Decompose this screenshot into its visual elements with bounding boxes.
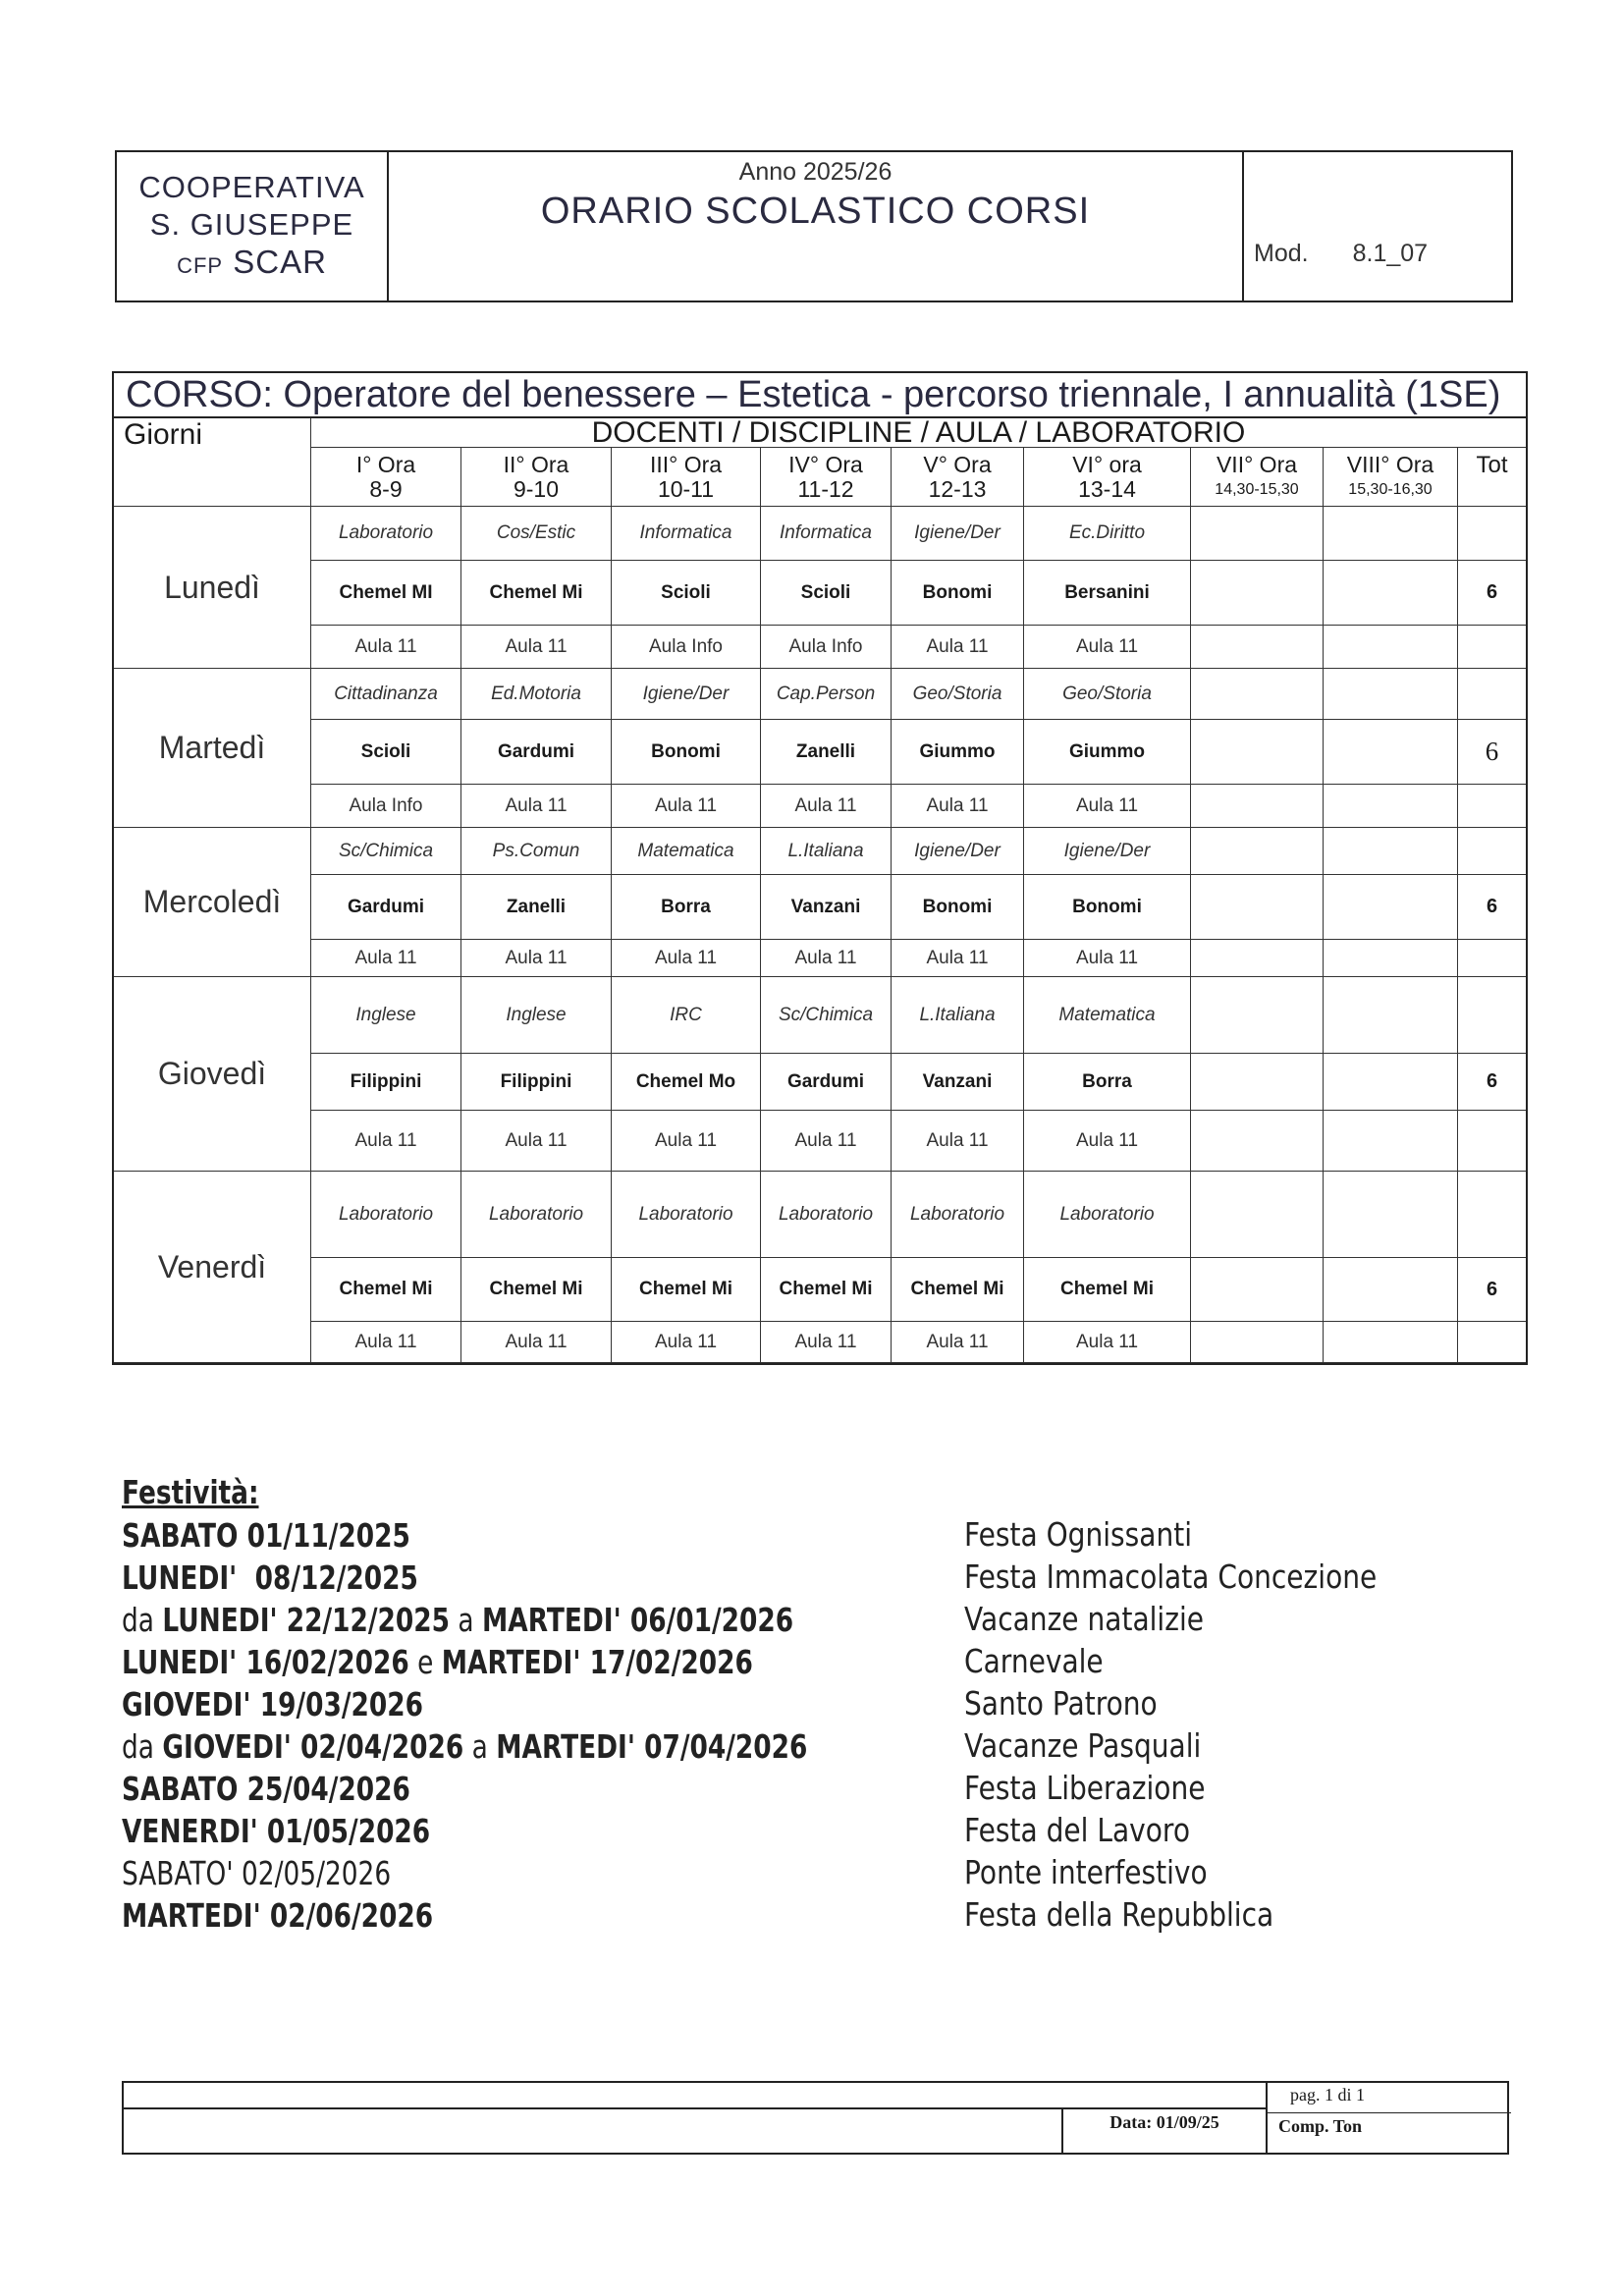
room-cell: Aula Info: [612, 626, 761, 669]
school-year: Anno 2025/26: [738, 158, 893, 186]
subject-cell: Laboratorio: [892, 1172, 1024, 1258]
course-title: [114, 373, 1526, 418]
subject-cell: Laboratorio: [311, 507, 461, 561]
holiday-description: Festa della Repubblica: [964, 1895, 1274, 1934]
teacher-cell: Chemel Mi: [892, 1258, 1024, 1322]
org-cfp: CFP: [177, 252, 224, 278]
holiday-date-part: LUNEDI' 08/12/2025: [122, 1558, 418, 1597]
subject-cell: Ps.Comun: [461, 828, 612, 875]
room-cell: Aula 11: [612, 1111, 761, 1172]
holiday-description: Ponte interfestivo: [964, 1853, 1208, 1891]
subject-cell: Ec.Diritto: [1024, 507, 1191, 561]
footer-divider: [1061, 2107, 1063, 2154]
room-cell: Aula 11: [892, 626, 1024, 669]
organization-block: [117, 152, 389, 301]
empty-cell: [1191, 828, 1324, 875]
teacher-cell: Filippini: [311, 1054, 461, 1111]
subject-cell: Matematica: [1024, 977, 1191, 1054]
org-line-2: S. GIUSEPPE: [149, 206, 354, 242]
subject-cell: Igiene/Der: [892, 507, 1024, 561]
subject-cell: Cos/Estic: [461, 507, 612, 561]
empty-cell: [1324, 1054, 1458, 1111]
day-name: Giovedì: [114, 977, 311, 1172]
teacher-cell: Chemel Mi: [461, 1258, 612, 1322]
room-cell: Aula 11: [1024, 1111, 1191, 1172]
teacher-cell: Gardumi: [761, 1054, 892, 1111]
subject-cell: Matematica: [612, 828, 761, 875]
subject-cell: Laboratorio: [612, 1172, 761, 1258]
hour-time: 8-9: [369, 475, 403, 502]
teacher-cell: Bersanini: [1024, 561, 1191, 626]
teacher-cell: Chemel MI: [311, 561, 461, 626]
hour-time: 15,30-16,30: [1348, 480, 1433, 498]
holiday-date-part: LUNEDI' 16/02/2026: [122, 1643, 409, 1681]
schedule-table: [112, 371, 1528, 1365]
teacher-cell: Vanzani: [892, 1054, 1024, 1111]
empty-cell: [1191, 720, 1324, 785]
hour-header: [1024, 448, 1191, 507]
holiday-date: [122, 1725, 807, 1768]
empty-cell: [1191, 875, 1324, 940]
teacher-cell: Vanzani: [761, 875, 892, 940]
day-name: Lunedì: [114, 507, 311, 669]
hour-header: [1191, 448, 1324, 507]
holidays-title: Festività:: [122, 1473, 259, 1511]
day-name: Venerdì: [114, 1172, 311, 1363]
schedule-grid: [114, 418, 1526, 1363]
hour-time: 9-10: [513, 475, 560, 502]
hour-label: III° Ora: [649, 451, 723, 477]
empty-cell: [1324, 626, 1458, 669]
subject-cell: Igiene/Der: [1024, 828, 1191, 875]
empty-cell: [1458, 626, 1526, 669]
hour-label: VII° Ora: [1216, 451, 1298, 477]
teacher-cell: Chemel Mi: [1024, 1258, 1191, 1322]
hour-header: [461, 448, 612, 507]
room-cell: Aula 11: [311, 626, 461, 669]
subject-cell: Laboratorio: [1024, 1172, 1191, 1258]
teacher-cell: Giummo: [892, 720, 1024, 785]
hour-header: [612, 448, 761, 507]
hour-time: 14,30-15,30: [1215, 480, 1299, 498]
teacher-cell: Bonomi: [612, 720, 761, 785]
course-label: CORSO:: [126, 374, 273, 415]
teacher-cell: Borra: [612, 875, 761, 940]
footer-date: Data: 01/09/25: [1109, 2112, 1219, 2132]
room-cell: Aula 11: [892, 940, 1024, 977]
empty-cell: [1324, 1111, 1458, 1172]
tot-value: 6: [1458, 875, 1526, 940]
empty-cell: [1191, 1258, 1324, 1322]
mod-label: Mod.: [1254, 240, 1309, 267]
tot-value: 6: [1458, 1054, 1526, 1111]
subject-cell: Laboratorio: [311, 1172, 461, 1258]
holiday-date-part: GIOVEDI' 02/04/2026: [162, 1727, 464, 1766]
teacher-cell: Bonomi: [1024, 875, 1191, 940]
teacher-cell: Chemel Mi: [612, 1258, 761, 1322]
holidays-dates: [122, 1473, 979, 1937]
teacher-cell: Chemel Mi: [461, 561, 612, 626]
room-cell: Aula 11: [612, 940, 761, 977]
holiday-date-part: GIOVEDI' 19/03/2026: [122, 1685, 423, 1723]
empty-cell: [1458, 785, 1526, 828]
empty-cell: [1458, 1111, 1526, 1172]
hour-time: 12-13: [928, 475, 987, 502]
empty-cell: [1458, 669, 1526, 720]
teacher-cell: Zanelli: [461, 875, 612, 940]
teacher-cell: Gardumi: [311, 875, 461, 940]
room-cell: Aula 11: [612, 1322, 761, 1363]
holiday-date-part: a: [450, 1601, 482, 1639]
hour-label: VI° ora: [1072, 451, 1142, 477]
room-cell: Aula 11: [1024, 785, 1191, 828]
empty-cell: [1458, 828, 1526, 875]
holiday-date-part: da: [122, 1727, 163, 1766]
holiday-date-part: da: [122, 1601, 163, 1639]
holidays-descriptions: [964, 1513, 1449, 1936]
hour-label: VIII° Ora: [1346, 451, 1434, 477]
room-cell: Aula Info: [311, 785, 461, 828]
room-cell: Aula 11: [761, 1322, 892, 1363]
empty-cell: [1458, 507, 1526, 561]
page-footer: [122, 2081, 1509, 2155]
holiday-date-part: MARTEDI' 07/04/2026: [496, 1727, 808, 1766]
subject-cell: Inglese: [311, 977, 461, 1054]
empty-cell: [1324, 1322, 1458, 1363]
empty-cell: [1324, 828, 1458, 875]
teacher-cell: Filippini: [461, 1054, 612, 1111]
empty-cell: [1324, 561, 1458, 626]
footer-comp: Comp. Ton: [1278, 2116, 1363, 2136]
hour-time: 11-12: [797, 475, 854, 502]
hour-header: [892, 448, 1024, 507]
tot-value: 6: [1458, 1258, 1526, 1322]
empty-cell: [1191, 626, 1324, 669]
holiday-date-part: SABATO' 02/05/2026: [122, 1854, 392, 1892]
empty-cell: [1191, 1054, 1324, 1111]
room-cell: Aula 11: [761, 940, 892, 977]
holiday-date: [122, 1852, 807, 1894]
empty-cell: [1191, 940, 1324, 977]
holiday-date: [122, 1514, 807, 1557]
subject-cell: Cap.Person: [761, 669, 892, 720]
hour-header: [761, 448, 892, 507]
empty-cell: [1324, 507, 1458, 561]
room-cell: Aula 11: [761, 785, 892, 828]
empty-cell: [1191, 669, 1324, 720]
room-cell: Aula 11: [761, 1111, 892, 1172]
holiday-date-part: a: [463, 1727, 497, 1766]
empty-cell: [1324, 875, 1458, 940]
empty-cell: [1458, 977, 1526, 1054]
room-cell: Aula 11: [461, 785, 612, 828]
footer-line: [1266, 2112, 1511, 2113]
holiday-date-part: VENERDI' 01/05/2026: [122, 1812, 431, 1850]
subject-cell: L.Italiana: [761, 828, 892, 875]
footer-line: [124, 2107, 1266, 2109]
teacher-cell: Chemel Mi: [761, 1258, 892, 1322]
empty-cell: [1191, 561, 1324, 626]
hour-label: IV° Ora: [788, 451, 863, 477]
module-code: [1244, 152, 1511, 301]
holiday-date-part: SABATO 25/04/2026: [122, 1770, 410, 1808]
footer-page: pag. 1 di 1: [1290, 2085, 1365, 2105]
empty-cell: [1191, 507, 1324, 561]
hour-label: V° Ora: [923, 451, 992, 477]
room-cell: Aula 11: [311, 1322, 461, 1363]
teacher-cell: Chemel Mi: [311, 1258, 461, 1322]
empty-cell: [1324, 669, 1458, 720]
holiday-date: [122, 1599, 807, 1641]
document-header: [115, 150, 1513, 302]
empty-cell: [1324, 1258, 1458, 1322]
holiday-description: Festa Liberazione: [964, 1769, 1206, 1807]
day-name: Martedì: [114, 669, 311, 828]
subject-cell: IRC: [612, 977, 761, 1054]
teacher-cell: Chemel Mo: [612, 1054, 761, 1111]
holiday-description: Festa del Lavoro: [964, 1811, 1191, 1849]
empty-cell: [1324, 977, 1458, 1054]
teacher-cell: Zanelli: [761, 720, 892, 785]
teacher-cell: Giummo: [1024, 720, 1191, 785]
holiday-description: Festa Ognissanti: [964, 1515, 1193, 1554]
empty-cell: [1191, 1322, 1324, 1363]
org-line-1: COOPERATIVA: [138, 169, 365, 204]
holiday-date-part: MARTEDI' 17/02/2026: [441, 1643, 753, 1681]
holiday-date-part: e: [408, 1643, 442, 1681]
room-cell: Aula Info: [761, 626, 892, 669]
teacher-cell: Gardumi: [461, 720, 612, 785]
hour-label: I° Ora: [355, 451, 416, 477]
hour-header: [1324, 448, 1458, 507]
hour-time: 10-11: [657, 475, 715, 502]
empty-cell: [1458, 940, 1526, 977]
room-cell: Aula 11: [1024, 940, 1191, 977]
subject-cell: Laboratorio: [461, 1172, 612, 1258]
docenti-header: DOCENTI / DISCIPLINE / AULA / LABORATORIO: [311, 418, 1526, 448]
teacher-cell: Bonomi: [892, 561, 1024, 626]
room-cell: Aula 11: [461, 1322, 612, 1363]
empty-cell: [1191, 785, 1324, 828]
empty-cell: [1324, 940, 1458, 977]
teacher-cell: Scioli: [311, 720, 461, 785]
subject-cell: Inglese: [461, 977, 612, 1054]
room-cell: Aula 11: [1024, 626, 1191, 669]
room-cell: Aula 11: [892, 785, 1024, 828]
subject-cell: L.Italiana: [892, 977, 1024, 1054]
room-cell: Aula 11: [612, 785, 761, 828]
holiday-description: Vacanze Pasquali: [964, 1726, 1202, 1765]
subject-cell: Geo/Storia: [1024, 669, 1191, 720]
room-cell: Aula 11: [311, 1111, 461, 1172]
teacher-cell: Scioli: [612, 561, 761, 626]
subject-cell: Sc/Chimica: [761, 977, 892, 1054]
holiday-date: [122, 1810, 807, 1852]
subject-cell: Laboratorio: [761, 1172, 892, 1258]
title-block: [389, 152, 1244, 301]
holiday-description: Santo Patrono: [964, 1684, 1158, 1722]
day-name: Mercoledì: [114, 828, 311, 977]
holiday-date-part: SABATO 01/11/2025: [122, 1516, 410, 1555]
org-line-3: [177, 244, 327, 285]
empty-cell: [1191, 1172, 1324, 1258]
teacher-cell: Scioli: [761, 561, 892, 626]
holiday-date: [122, 1557, 807, 1599]
room-cell: Aula 11: [1024, 1322, 1191, 1363]
subject-cell: Informatica: [761, 507, 892, 561]
room-cell: Aula 11: [311, 940, 461, 977]
teacher-cell: Bonomi: [892, 875, 1024, 940]
room-cell: Aula 11: [461, 940, 612, 977]
hour-label: II° Ora: [503, 451, 569, 477]
org-scar: SCAR: [233, 243, 327, 280]
empty-cell: [1324, 1172, 1458, 1258]
empty-cell: [1324, 720, 1458, 785]
holiday-description: Vacanze natalizie: [964, 1600, 1205, 1638]
teacher-cell: Borra: [1024, 1054, 1191, 1111]
room-cell: Aula 11: [892, 1322, 1024, 1363]
tot-value: 6: [1458, 720, 1526, 785]
holiday-description: Festa Immacolata Concezione: [964, 1558, 1378, 1596]
tot-header: Tot: [1458, 448, 1526, 507]
subject-cell: Igiene/Der: [612, 669, 761, 720]
course-name: Operatore del benessere – Estetica - percorso triennale, I annualità (1SE): [283, 374, 1501, 415]
mod-value: 8.1_07: [1352, 240, 1429, 267]
page-title: ORARIO SCOLASTICO CORSI: [540, 191, 1091, 232]
holiday-description: Carnevale: [964, 1642, 1104, 1680]
hour-header: [311, 448, 461, 507]
holiday-date: [122, 1683, 807, 1725]
holiday-date: [122, 1641, 807, 1683]
room-cell: Aula 11: [892, 1111, 1024, 1172]
empty-cell: [1458, 1322, 1526, 1363]
subject-cell: Ed.Motoria: [461, 669, 612, 720]
subject-cell: Informatica: [612, 507, 761, 561]
empty-cell: [1458, 1172, 1526, 1258]
subject-cell: Cittadinanza: [311, 669, 461, 720]
room-cell: Aula 11: [461, 626, 612, 669]
subject-cell: Geo/Storia: [892, 669, 1024, 720]
empty-cell: [1324, 785, 1458, 828]
tot-value: 6: [1458, 561, 1526, 626]
holiday-date: [122, 1894, 807, 1937]
holiday-date-part: MARTEDI' 06/01/2026: [482, 1601, 794, 1639]
footer-divider: [1266, 2083, 1268, 2153]
holiday-date-part: LUNEDI' 22/12/2025: [162, 1601, 451, 1639]
room-cell: Aula 11: [461, 1111, 612, 1172]
giorni-header: Giorni: [114, 418, 311, 507]
subject-cell: Igiene/Der: [892, 828, 1024, 875]
holiday-date-part: MARTEDI' 02/06/2026: [122, 1896, 434, 1935]
subject-cell: Sc/Chimica: [311, 828, 461, 875]
holiday-date: [122, 1768, 807, 1810]
empty-cell: [1191, 1111, 1324, 1172]
empty-cell: [1191, 977, 1324, 1054]
hour-time: 13-14: [1078, 475, 1136, 502]
